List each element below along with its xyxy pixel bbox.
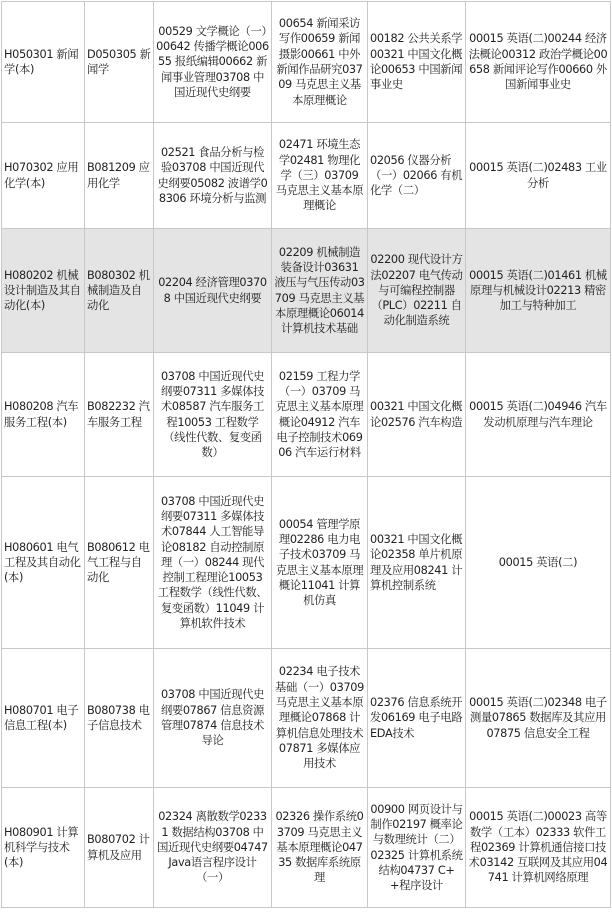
major-code-cell: H080901 计算机科学与技术(本)	[2, 788, 85, 908]
course-cell: 00529 文学概论（一）00642 传播学概论00655 报纸编辑00662 新闻事业管理03708 中国近现代史纲要	[154, 2, 272, 123]
course-cell: 00054 管理学原理02286 电力电子技术03709 马克思主义基本原理概论11041 计算机仿真	[272, 477, 368, 649]
course-cell: 03708 中国近现代史纲要07867 信息资源管理07874 信息技术导论	[154, 649, 272, 788]
table-row	[2, 229, 611, 353]
course-cell: 00321 中国文化概论02576 汽车构造	[368, 353, 466, 477]
course-cell: 00182 公共关系学00321 中国文化概论00653 中国新闻事业史	[368, 2, 466, 123]
course-cell: 02200 现代设计方法02207 电气传动与可编程控制器（PLC）02211 自动化制造系统	[368, 229, 466, 353]
source-major-cell: B082232 汽车服务工程	[85, 353, 154, 477]
course-cell: 00321 中国文化概论02358 单片机原理及应用08241 计算机控制系统	[368, 477, 466, 649]
source-major-cell: B080702 计算机及应用	[85, 788, 154, 908]
course-cell: 02471 环境生态学02481 物理化学（三）03709 马克思主义基本原理概论	[272, 123, 368, 229]
major-code-cell: H080701 电子信息工程(本)	[2, 649, 85, 788]
major-code-cell: H050301 新闻学(本)	[2, 2, 85, 123]
major-code-cell: H080202 机械设计制造及其自动化(本)	[2, 229, 85, 353]
course-cell: 02326 操作系统03709 马克思主义基本原理概论04735 数据库系统原理	[272, 788, 368, 908]
major-code-cell: H070302 应用化学(本)	[2, 123, 85, 229]
table-row	[2, 353, 611, 477]
course-cell: 02521 食品分析与检验03708 中国近现代史纲要05082 波谱学08306 环境分析与监测	[154, 123, 272, 229]
major-code-cell: H080208 汽车服务工程(本)	[2, 353, 85, 477]
course-cell: 00015 英语(二)02348 电子测量07865 数据库及其应用07875 信息安全工程	[466, 649, 611, 788]
source-major-cell: D050305 新闻学	[85, 2, 154, 123]
source-major-cell: B080612 电气工程与自动化	[85, 477, 154, 649]
course-cell: 02159 工程力学（一）03709 马克思主义基本原理概论04912 汽车电子控制技术06906 汽车运行材料	[272, 353, 368, 477]
course-cell: 02204 经济管理03708 中国近现代史纲要	[154, 229, 272, 353]
table-row	[2, 649, 611, 788]
course-cell: 00015 英语(二)04946 汽车发动机原理与汽车理论	[466, 353, 611, 477]
course-cell: 00015 英语(二)00244 经济法概论00312 政治学概论00658 新闻评论写作00660 外国新闻事业史	[466, 2, 611, 123]
course-cell: 03708 中国近现代史纲要07311 多媒体技术07844 人工智能导论08182 自动控制原理（一）08244 现代控制工程理论10053 工程数学（线性代数、复变函数）11049 计算机软件技术	[154, 477, 272, 649]
course-cell: 02056 仪器分析（一）02066 有机化学（二）	[368, 123, 466, 229]
course-cell: 00015 英语(二)01461 机械原理与机械设计02213 精密加工与特种加工	[466, 229, 611, 353]
course-cell: 00900 网页设计与制作02197 概率论与数理统计（二）02325 计算机系统结构04737 C++程序设计	[368, 788, 466, 908]
major-code-cell: H080601 电气工程及其自动化(本)	[2, 477, 85, 649]
course-cell: 00654 新闻采访写作00659 新闻摄影00661 中外新闻作品研究03709 马克思主义基本原理概论	[272, 2, 368, 123]
source-major-cell: B080738 电子信息技术	[85, 649, 154, 788]
course-cell: 00015 英语(二)00023 高等数学（工本）02333 软件工程02369 计算机通信接口技术03142 互联网及其应用04741 计算机网络原理	[466, 788, 611, 908]
table-row	[2, 788, 611, 908]
course-cell: 02209 机械制造装备设计03631 液压与气压传动03709 马克思主义基本原理概论06014 计算机技术基础	[272, 229, 368, 353]
course-cell: 02324 离散数学02331 数据结构03708 中国近现代史纲要04747 Java语言程序设计（一）	[154, 788, 272, 908]
table-row	[2, 123, 611, 229]
table-row	[2, 477, 611, 649]
course-cell: 02234 电子技术基础（一）03709 马克思主义基本原理概论07868 计算机信息处理技术07871 多媒体应用技术	[272, 649, 368, 788]
source-major-cell: B081209 应用化学	[85, 123, 154, 229]
table-row	[2, 2, 611, 123]
source-major-cell: B080302 机械制造及自动化	[85, 229, 154, 353]
major-course-table	[1, 1, 611, 908]
course-cell: 00015 英语(二)02483 工业分析	[466, 123, 611, 229]
course-cell: 02376 信息系统开发06169 电子电路EDA技术	[368, 649, 466, 788]
course-cell: 00015 英语(二)	[466, 477, 611, 649]
course-cell: 03708 中国近现代史纲要07311 多媒体技术08587 汽车服务工程10053 工程数学（线性代数、复变函数）	[154, 353, 272, 477]
